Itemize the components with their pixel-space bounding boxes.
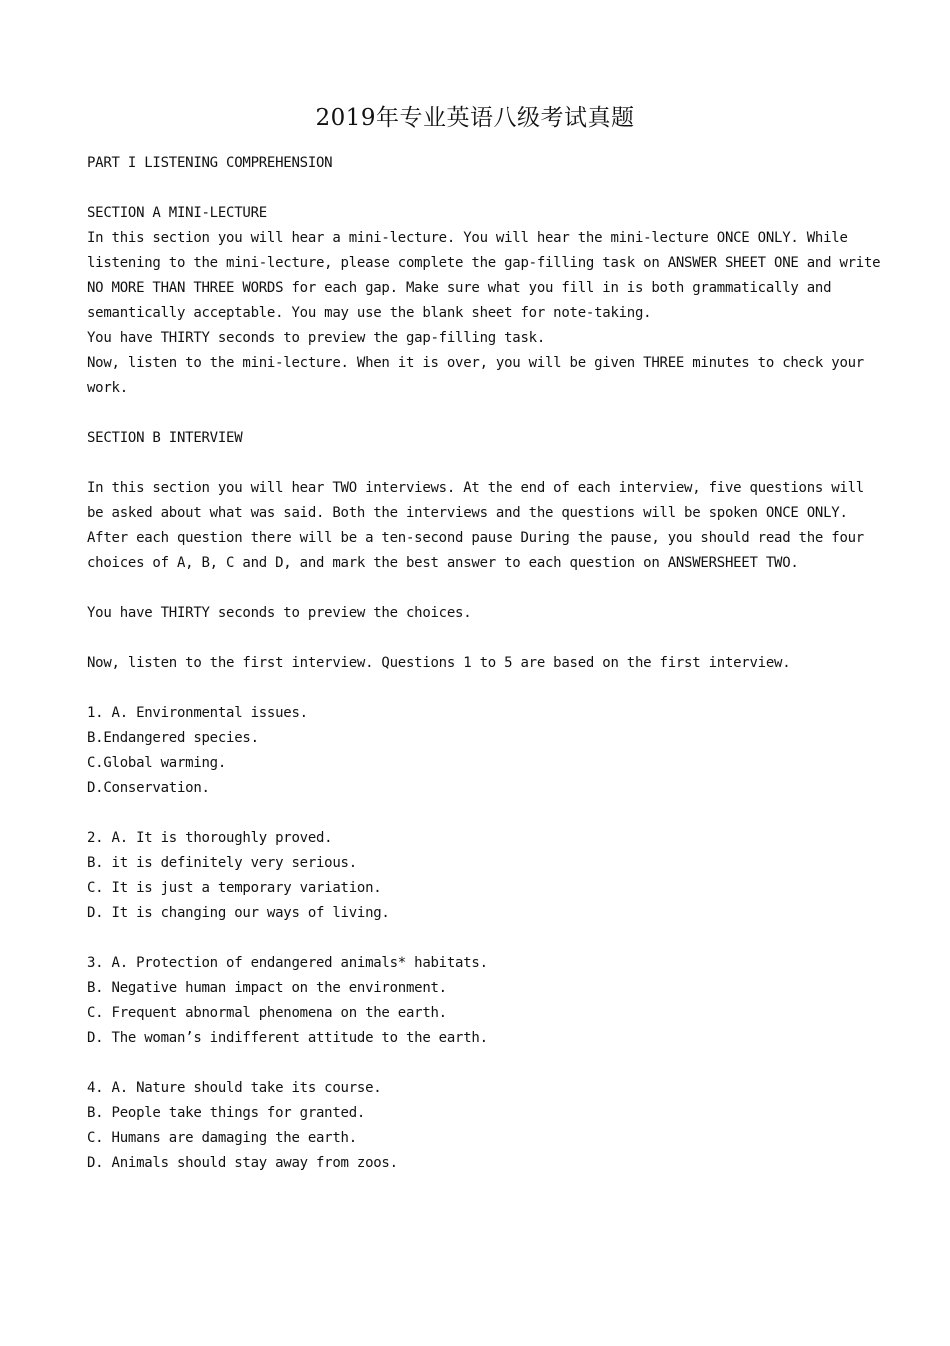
question-3-option-b: B. Negative human impact on the environment. bbox=[87, 980, 447, 996]
question-4-option-b: B. People take things for granted. bbox=[87, 1105, 366, 1121]
section-b-line: be asked about what was said. Both the interviews and the questions will be spoken ONCE ONLY. bbox=[87, 505, 848, 521]
section-a-line: In this section you will hear a mini-lecture. You will hear the mini-lecture ONCE ONLY. While bbox=[87, 230, 848, 246]
preview-instruction: You have THIRTY seconds to preview the choices. bbox=[87, 605, 472, 621]
spacer bbox=[87, 576, 895, 601]
section-b-heading: SECTION B INTERVIEW bbox=[87, 430, 243, 446]
first-interview-instruction: Now, listen to the first interview. Questions 1 to 5 are based on the first interview. bbox=[87, 655, 791, 671]
question-1-option-d: D.Conservation. bbox=[87, 780, 210, 796]
section-a-heading: SECTION A MINI-LECTURE bbox=[87, 205, 267, 221]
question-3-option-c: C. Frequent abnormal phenomena on the earth. bbox=[87, 1005, 447, 1021]
section-b-line: choices of A, B, C and D, and mark the best answer to each question on ANSWERSHEET TWO. bbox=[87, 555, 799, 571]
spacer bbox=[87, 626, 895, 651]
section-b-line: In this section you will hear TWO interviews. At the end of each interview, five questions will bbox=[87, 480, 864, 496]
question-4-option-a: 4. A. Nature should take its course. bbox=[87, 1080, 382, 1096]
section-a-line: semantically acceptable. You may use the blank sheet for note-taking. bbox=[87, 305, 652, 321]
section-a-line: work. bbox=[87, 380, 128, 396]
part-heading: PART I LISTENING COMPREHENSION bbox=[87, 155, 333, 171]
spacer bbox=[87, 801, 895, 826]
section-a-line: listening to the mini-lecture, please complete the gap-filling task on ANSWER SHEET ONE and write bbox=[87, 255, 881, 271]
question-1-option-a: 1. A. Environmental issues. bbox=[87, 705, 308, 721]
question-1-option-b: B.Endangered species. bbox=[87, 730, 259, 746]
question-4-option-d: D. Animals should stay away from zoos. bbox=[87, 1155, 398, 1171]
question-2-option-c: C. It is just a temporary variation. bbox=[87, 880, 382, 896]
section-a-line: Now, listen to the mini-lecture. When it is over, you will be given THREE minutes to check your bbox=[87, 355, 864, 371]
spacer bbox=[87, 176, 895, 201]
spacer bbox=[87, 1051, 895, 1076]
question-3-option-a: 3. A. Protection of endangered animals* habitats. bbox=[87, 955, 488, 971]
spacer bbox=[87, 676, 895, 701]
page-title: 2019年专业英语八级考试真题 bbox=[315, 105, 635, 131]
question-4-option-c: C. Humans are damaging the earth. bbox=[87, 1130, 357, 1146]
section-a-line: NO MORE THAN THREE WORDS for each gap. Make sure what you fill in is both grammatically and bbox=[87, 280, 832, 296]
question-1-option-c: C.Global warming. bbox=[87, 755, 227, 771]
spacer bbox=[87, 451, 895, 476]
spacer bbox=[87, 401, 895, 426]
section-b-line: After each question there will be a ten-second pause During the pause, you should read the four bbox=[87, 530, 864, 546]
document-body bbox=[87, 151, 895, 1176]
section-a-line: You have THIRTY seconds to preview the gap-filling task. bbox=[87, 330, 546, 346]
spacer bbox=[87, 926, 895, 951]
question-2-option-a: 2. A. It is thoroughly proved. bbox=[87, 830, 333, 846]
question-2-option-b: B. it is definitely very serious. bbox=[87, 855, 357, 871]
question-3-option-d: D. The woman’s indifferent attitude to the earth. bbox=[87, 1030, 488, 1046]
question-2-option-d: D. It is changing our ways of living. bbox=[87, 905, 390, 921]
